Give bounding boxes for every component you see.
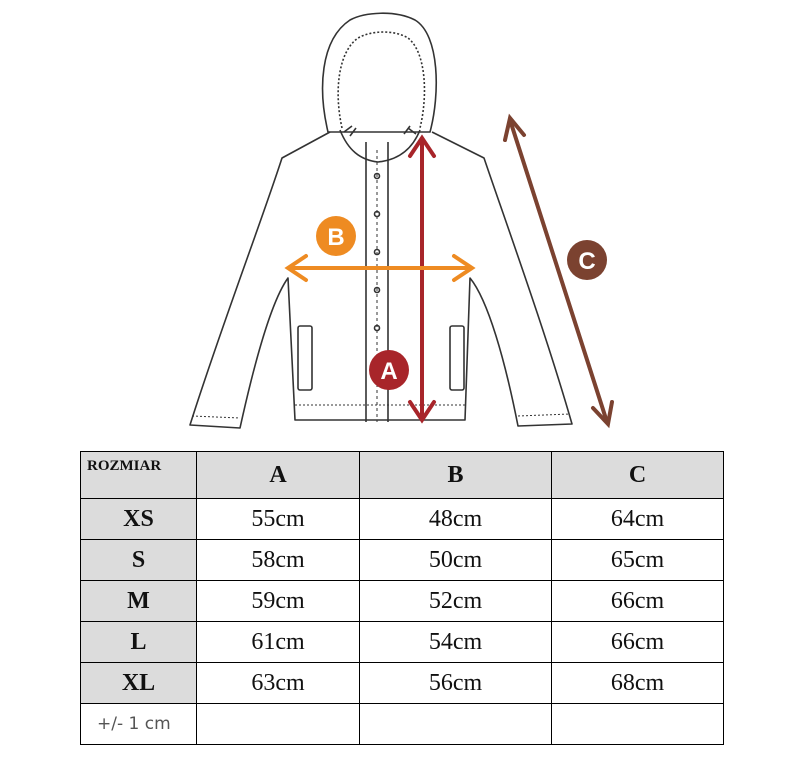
badge-b — [316, 216, 356, 256]
table-row — [81, 581, 724, 622]
size-label: XS — [81, 499, 197, 540]
measure-arrow-b — [288, 256, 472, 280]
table-row — [81, 663, 724, 704]
measure-cell: 55cm — [197, 499, 360, 540]
column-header-a: A — [197, 452, 360, 499]
badge-a — [369, 350, 409, 390]
size-chart-table — [80, 451, 724, 745]
tolerance-note: +/- 1 cm — [81, 704, 197, 745]
measure-arrow-a — [410, 138, 434, 420]
tolerance-row — [81, 704, 724, 745]
measure-cell: 48cm — [360, 499, 552, 540]
table-header-row — [81, 452, 724, 499]
badge-b-label: B — [327, 224, 345, 251]
size-label: S — [81, 540, 197, 581]
empty-cell — [360, 704, 552, 745]
badge-a-label: A — [380, 358, 398, 385]
empty-cell — [197, 704, 360, 745]
badge-c-label: C — [578, 248, 596, 275]
measure-cell: 64cm — [552, 499, 724, 540]
measure-cell: 59cm — [197, 581, 360, 622]
measure-cell: 66cm — [552, 581, 724, 622]
size-label: XL — [81, 663, 197, 704]
table-row — [81, 499, 724, 540]
empty-cell — [552, 704, 724, 745]
measure-cell: 63cm — [197, 663, 360, 704]
measure-cell: 68cm — [552, 663, 724, 704]
size-label: M — [81, 581, 197, 622]
measure-cell: 58cm — [197, 540, 360, 581]
measure-cell: 66cm — [552, 622, 724, 663]
measure-cell: 56cm — [360, 663, 552, 704]
corner-label: ROZMIAR — [81, 452, 197, 499]
table-row — [81, 540, 724, 581]
measure-cell: 65cm — [552, 540, 724, 581]
measure-cell: 54cm — [360, 622, 552, 663]
measure-cell: 61cm — [197, 622, 360, 663]
size-label: L — [81, 622, 197, 663]
measure-cell: 52cm — [360, 581, 552, 622]
column-header-b: B — [360, 452, 552, 499]
badge-c — [567, 240, 607, 280]
table-row — [81, 622, 724, 663]
column-header-c: C — [552, 452, 724, 499]
measure-cell: 50cm — [360, 540, 552, 581]
